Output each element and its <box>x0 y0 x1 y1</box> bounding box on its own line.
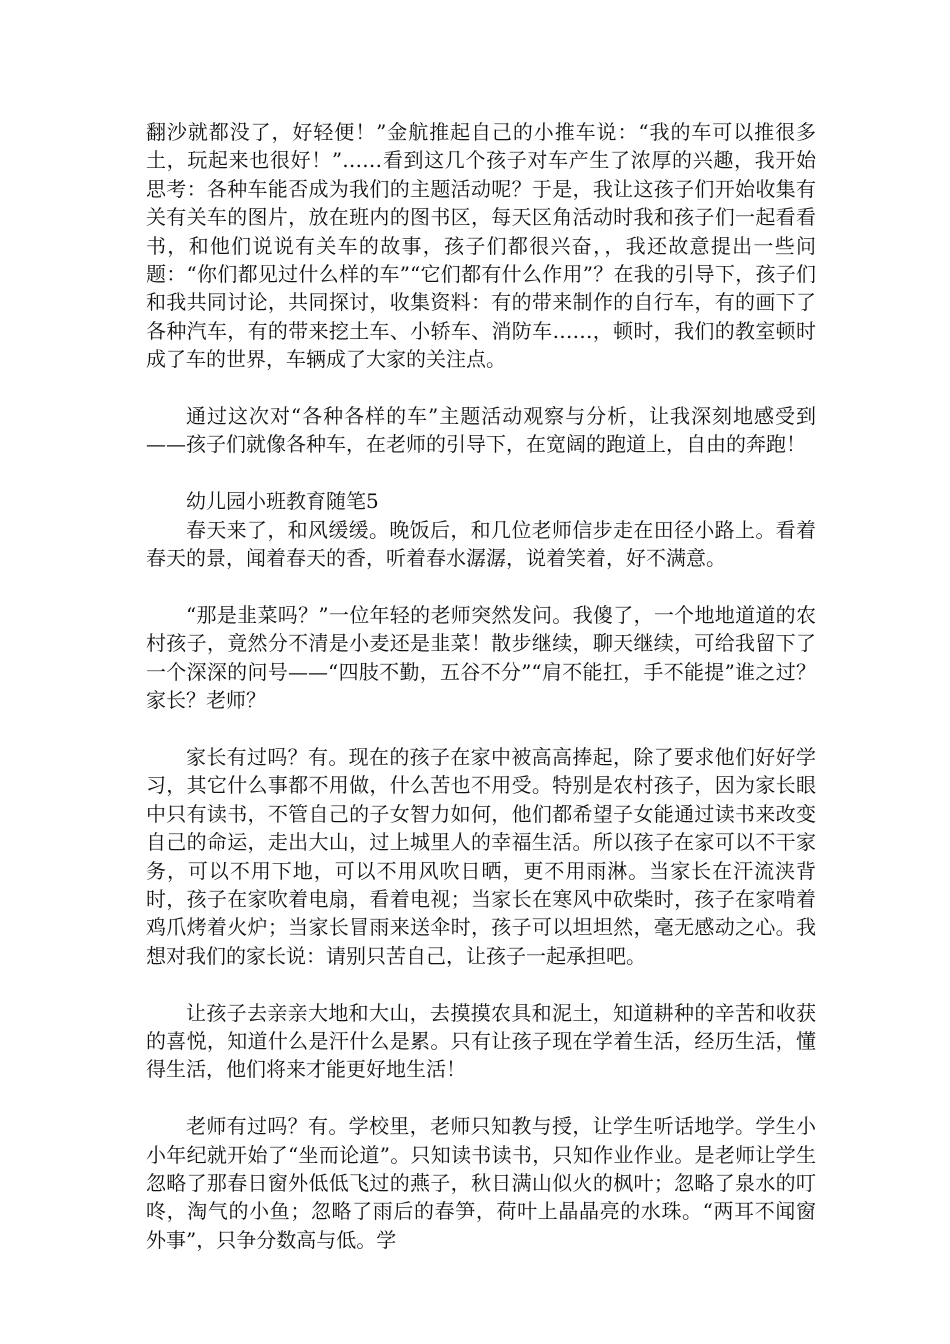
document-body <box>146 118 816 1254</box>
paragraph-continuation: 翻沙就都没了，好轻便！”金航推起自己的小推车说：“我的车可以推很多土，玩起来也很好！”……看到这几个孩子对车产生了浓厚的兴趣，我开始思考：各种车能否成为我们的主题活动呢？于是，我让这孩子们开始收集有关有关车的图片，放在班内的图书区，每天区角活动时我和孩子们一起看看书，和他们说说有关车的故事，孩子们都很兴奋，，我还故意提出一些问题：“你们都见过什么样的车”“它们都有什么作用”？在我的引导下，孩子们和我共同讨论，共同探讨，收集资料：有的带来制作的自行车，有的画下了各种汽车，有的带来挖土车、小轿车、消防车……，顿时，我们的教室顿时成了车的世界，车辆成了大家的关注点。 <box>146 120 816 372</box>
paragraph-spring-walk: 春天来了，和风缓缓。晚饭后，和几位老师信步走在田径小路上。看着春天的景，闻着春天的香，听着春水潺潺，说着笑着，好不满意。 <box>146 517 816 571</box>
paragraph-parents: 家长有过吗？有。现在的孩子在家中被高高捧起，除了要求他们好好学习，其它什么事都不用做，什么苦也不用受。特别是农村孩子，因为家长眼中只有读书，不管自己的子女智力如何，他们都希望子女能通过读书来改变自己的命运，走出大山，过上城里人的幸福生活。所以孩子在家可以不干家务，可以不用下地，可以不用风吹日晒，更不用雨淋。当家长在汗流浃背时，孩子在家吹着电扇，看着电视；当家长在寒风中砍柴时，孩子在家啃着鸡爪烤着火炉；当家长冒雨来送伞时，孩子可以坦坦然，毫无感动之心。我想对我们的家长说：请别只苦自己，让孩子一起承担吧。 <box>146 744 816 968</box>
paragraph-nature: 让孩子去亲亲大地和大山，去摸摸农具和泥土，知道耕种的辛苦和收获的喜悦，知道什么是汗什么是累。只有让孩子现在学着生活，经历生活，懂得生活，他们将来才能更好地生活！ <box>146 1000 816 1082</box>
paragraph-teachers: 老师有过吗？有。学校里，老师只知教与授，让学生听话地学。学生小小年纪就开始了“坐而论道”。只知读书读书，只知作业作业。是老师让学生忽略了那春日窗外低低飞过的燕子，秋日满山似火的枫叶；忽略了泉水的叮咚，淘气的小鱼；忽略了雨后的春笋，荷叶上晶晶亮的水珠。“两耳不闻窗外事”，只争分数高与低。学 <box>146 1114 816 1252</box>
paragraph-chives-question: “那是韭菜吗？”一位年轻的老师突然发问。我傻了，一个地地道道的农村孩子，竟然分不清是小麦还是韭菜！散步继续，聊天继续，可给我留下了一个深深的问号——“四肢不勤，五谷不分”“肩不能扛，手不能提”谁之过？家长？老师？ <box>146 602 816 713</box>
section-heading: 幼儿园小班教育随笔5 <box>186 489 379 514</box>
paragraph-conclusion: 通过这次对“各种各样的车”主题活动观察与分析，让我深刻地感受到——孩子们就像各种车，在老师的引导下，在宽阔的跑道上，自由的奔跑！ <box>146 404 816 457</box>
